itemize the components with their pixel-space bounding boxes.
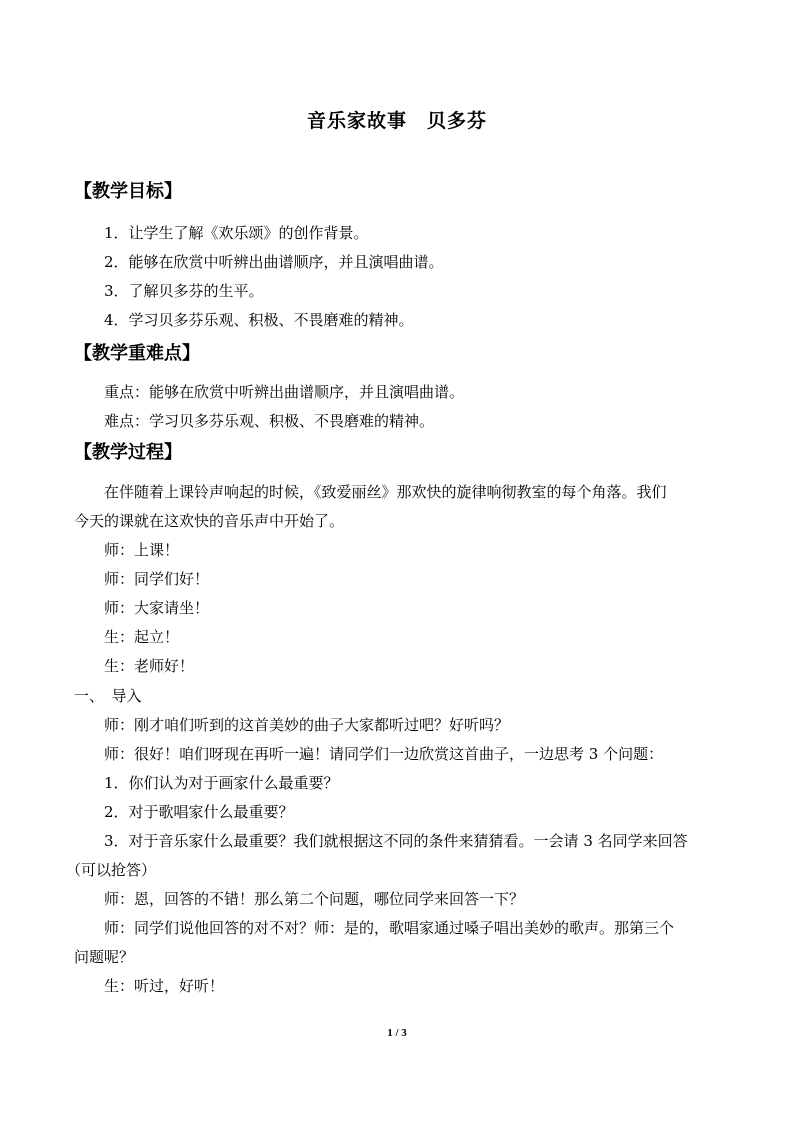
question-item-1: 1．你们认为对于画家什么最重要？	[104, 774, 339, 792]
intro-paragraph-line-1: 在伴随着上课铃声响起的时候，《致爱丽丝》那欢快的旋律响彻教室的每个角落。我们	[104, 483, 667, 501]
dialog-line: 生：老师好！	[104, 657, 195, 675]
dialog-line: 师：大家请坐！	[104, 599, 210, 617]
goal-item-2: 2．能够在欣赏中听辨出曲谱顺序，并且演唱曲谱。	[104, 253, 444, 271]
dialog-line: 师：上课！	[104, 541, 180, 559]
dialog-line-continued: 问题呢？	[74, 948, 135, 966]
goal-item-1: 1．让学生了解《欢乐颂》的创作背景。	[104, 224, 369, 242]
question-item-2: 2．对于歌唱家什么最重要？	[104, 803, 294, 821]
heading-key-points: 【教学重难点】	[74, 343, 200, 364]
dialog-line: 师：恩，回答的不错！那么第二个问题，哪位同学来回答一下？	[104, 890, 525, 908]
dialog-line: 师：刚才咱们听到的这首美妙的曲子大家都听过吧？好听吗？	[104, 716, 510, 734]
goal-item-4: 4．学习贝多芬乐观、积极、不畏磨难的精神。	[104, 311, 414, 329]
intro-paragraph-line-2: 今天的课就在这欢快的音乐声中开始了。	[74, 512, 345, 530]
difficult-point: 难点：学习贝多芬乐观、积极、不畏磨难的精神。	[104, 412, 435, 430]
goal-item-3: 3．了解贝多芬的生平。	[104, 282, 264, 300]
section-heading-intro: 一、 导入	[74, 687, 142, 705]
heading-teaching-goals: 【教学目标】	[74, 181, 182, 202]
key-point: 重点：能够在欣赏中听辨出曲谱顺序，并且演唱曲谱。	[104, 383, 465, 401]
question-item-3-continued: （可以抢答）	[66, 861, 157, 879]
dialog-line: 师：同学们好！	[104, 570, 210, 588]
heading-teaching-process: 【教学过程】	[74, 442, 182, 463]
dialog-line: 生：听过，好听！	[104, 977, 225, 995]
document-title: 音乐家故事 贝多芬	[306, 110, 487, 132]
page-number: 1 / 3	[387, 1027, 407, 1039]
question-item-3: 3．对于音乐家什么最重要？我们就根据这不同的条件来猜猜看。一会请 3 名同学来回答	[104, 832, 688, 850]
dialog-line: 生：起立！	[104, 628, 180, 646]
dialog-line: 师：同学们说他回答的对不对？师：是的，歌唱家通过嗓子唱出美妙的歌声。那第三个	[104, 919, 675, 937]
dialog-line: 师：很好！咱们呀现在再听一遍！请同学们一边欣赏这首曲子，一边思考 3 个问题：	[104, 745, 664, 763]
